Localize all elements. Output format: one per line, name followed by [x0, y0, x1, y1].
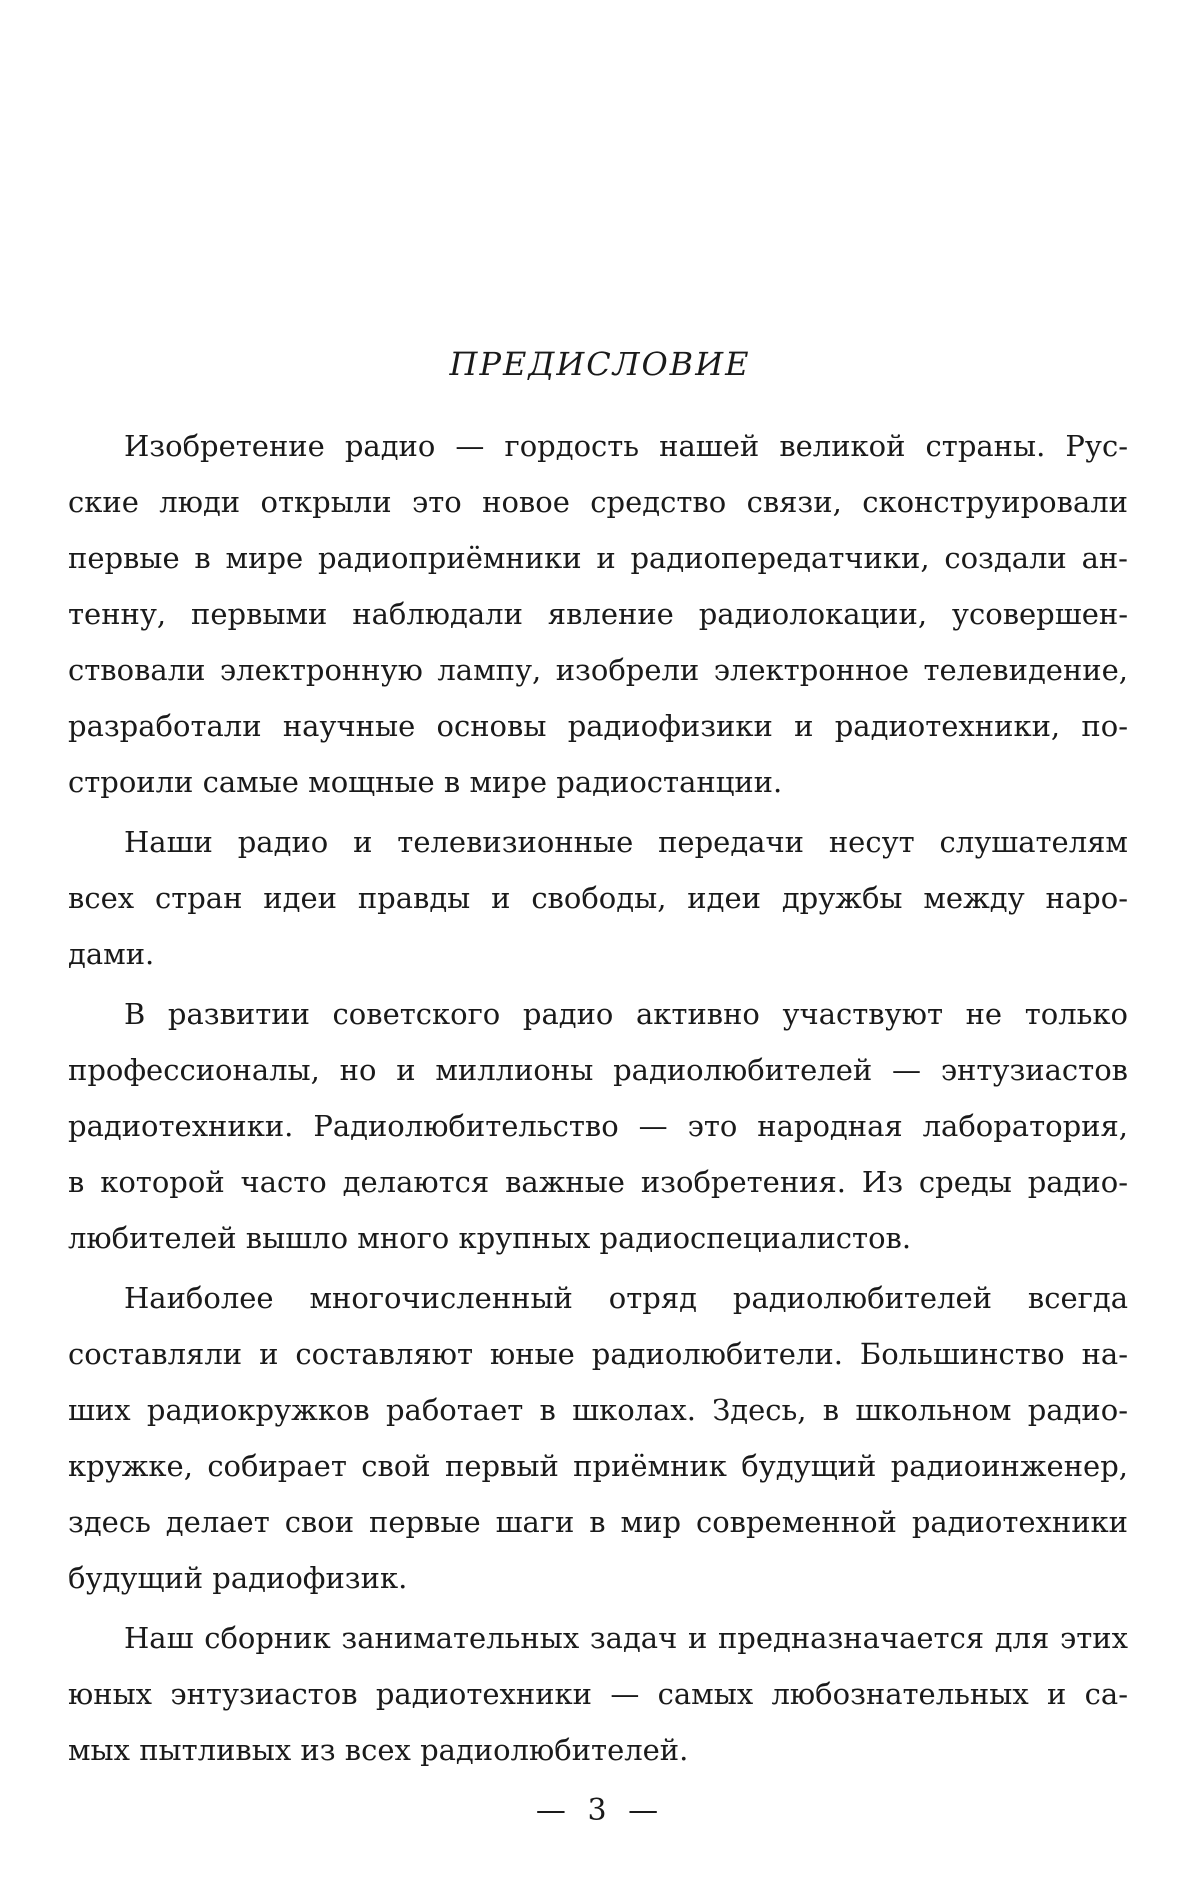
text-line: ские люди открыли это новое средство связи, сконструировали	[68, 485, 1128, 519]
page-title: ПРЕДИСЛОВИЕ	[449, 345, 751, 383]
text-line: всех стран идеи правды и свободы, идеи дружбы между наро-	[68, 881, 1128, 915]
text-line: дами.	[68, 937, 155, 971]
text-line: Наши радио и телевизионные передачи несут слушателям	[124, 825, 1128, 859]
text-line: мых пытливых из всех радиолюбителей.	[68, 1733, 689, 1767]
text-line: тенну, первыми наблюдали явление радиолокации, усовершен-	[68, 597, 1128, 631]
text-line: Наиболее многочисленный отряд радиолюбителей всегда	[124, 1281, 1128, 1315]
text-line: строили самые мощные в мире радиостанции.	[68, 765, 783, 799]
page-number: — 3 —	[535, 1793, 665, 1828]
text-line: кружке, собирает свой первый приёмник будущий радиоинженер,	[68, 1449, 1128, 1483]
text-line: любителей вышло много крупных радиоспециалистов.	[68, 1221, 912, 1255]
text-line: первые в мире радиоприёмники и радиопередатчики, создали ан-	[68, 541, 1128, 575]
text-line: ствовали электронную лампу, изобрели электронное телевидение,	[68, 653, 1128, 687]
text-line: профессионалы, но и миллионы радиолюбителей — энтузиастов	[68, 1053, 1128, 1087]
text-line: будущий радиофизик.	[68, 1561, 408, 1595]
text-line: разработали научные основы радиофизики и радиотехники, по-	[68, 709, 1128, 743]
text-line: Наш сборник занимательных задач и предназначается для этих	[124, 1621, 1128, 1655]
text-line: Изобретение радио — гордость нашей великой страны. Рус-	[124, 429, 1128, 463]
text-line: в которой часто делаются важные изобретения. Из среды радио-	[68, 1165, 1128, 1199]
text-line: ших радиокружков работает в школах. Здесь, в школьном радио-	[68, 1393, 1128, 1427]
text-line: здесь делает свои первые шаги в мир современной радиотехники	[68, 1505, 1128, 1539]
text-line: радиотехники. Радиолюбительство — это народная лаборатория,	[68, 1109, 1128, 1143]
text-line: юных энтузиастов радиотехники — самых любознательных и са-	[68, 1677, 1128, 1711]
text-line: В развитии советского радио активно участвуют не только	[124, 997, 1128, 1031]
text-line: составляли и составляют юные радиолюбители. Большинство на-	[68, 1337, 1128, 1371]
